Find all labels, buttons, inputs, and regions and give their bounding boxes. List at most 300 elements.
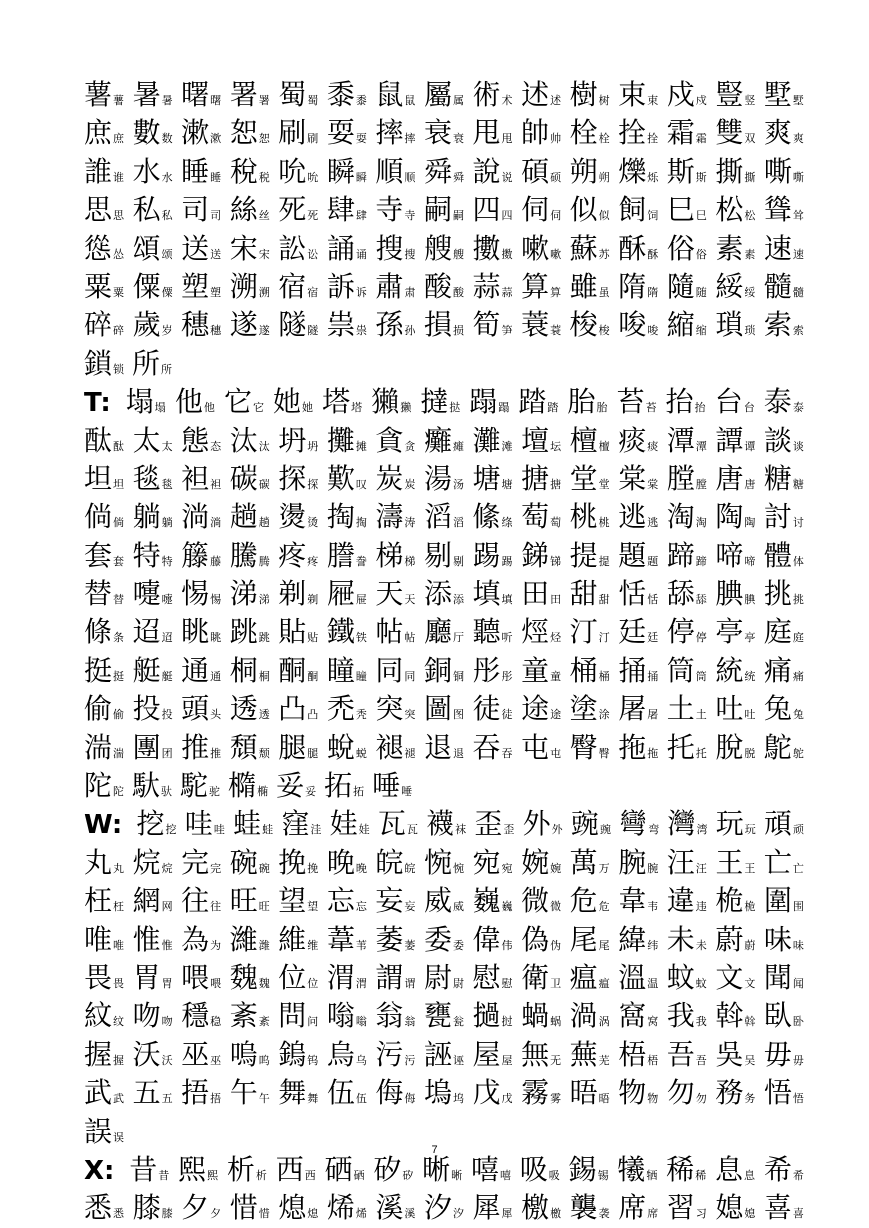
simplified-char: 恕 — [258, 132, 270, 146]
simplified-char: 唐 — [744, 477, 756, 491]
traditional-char: 禿 — [326, 692, 355, 726]
traditional-char: 忘 — [326, 884, 355, 918]
simplified-char: 滩 — [501, 439, 513, 453]
char-pair — [617, 383, 657, 421]
traditional-char: 檄 — [521, 1191, 550, 1225]
simplified-char: 乌 — [355, 1053, 367, 1067]
simplified-char: 稀 — [695, 1168, 707, 1182]
simplified-char: 瓦 — [406, 823, 418, 837]
traditional-char: 提 — [569, 538, 598, 572]
char-pair — [424, 690, 464, 728]
char-pair — [181, 306, 221, 344]
traditional-char: 毋 — [763, 1037, 792, 1071]
simplified-char: 围 — [792, 900, 804, 914]
char-pair — [570, 882, 610, 920]
char-pair — [133, 498, 173, 536]
simplified-char: 晤 — [598, 1092, 610, 1106]
traditional-char: 統 — [715, 653, 744, 687]
simplified-char: 蚊 — [695, 976, 707, 990]
char-pair — [424, 537, 464, 575]
char-pair — [278, 652, 318, 690]
simplified-char: 网 — [161, 900, 173, 914]
traditional-char: 昔 — [129, 1152, 158, 1186]
traditional-char: 撕 — [715, 154, 744, 188]
traditional-char: 潭 — [666, 423, 695, 457]
traditional-char: 惜 — [229, 1191, 258, 1225]
simplified-char: 肆 — [355, 209, 367, 223]
simplified-char: 舞 — [307, 1092, 319, 1106]
char-pair — [520, 1151, 560, 1189]
simplified-char: 析 — [255, 1168, 267, 1182]
char-pair — [230, 997, 270, 1035]
traditional-char: 銻 — [521, 538, 550, 572]
char-pair — [473, 76, 513, 114]
simplified-char: 雾 — [550, 1092, 562, 1106]
simplified-char: 谈 — [792, 439, 804, 453]
traditional-char: 貪 — [375, 423, 404, 457]
simplified-char: 戍 — [695, 94, 707, 107]
char-pair — [278, 114, 318, 152]
simplified-char: 维 — [307, 938, 319, 952]
simplified-char: 汀 — [598, 631, 610, 645]
simplified-char: 绥 — [744, 285, 756, 299]
traditional-char: 陀 — [84, 769, 113, 803]
simplified-char: 蓑 — [550, 324, 562, 338]
simplified-char: 牺 — [646, 1168, 658, 1182]
char-pair — [764, 1189, 804, 1227]
simplified-char: 甜 — [598, 593, 610, 607]
traditional-char: 銅 — [423, 653, 452, 687]
simplified-char: 危 — [598, 900, 610, 914]
traditional-char: 私 — [132, 193, 161, 227]
char-pair — [715, 997, 755, 1035]
traditional-char: 台 — [714, 385, 743, 419]
char-pair — [276, 1151, 316, 1189]
traditional-char: 緯 — [618, 922, 647, 956]
char-pair — [764, 997, 804, 1035]
simplified-char: 似 — [598, 209, 610, 223]
char-pair — [424, 306, 464, 344]
char-pair — [424, 921, 464, 959]
char-pair — [715, 729, 755, 767]
simplified-char: 万 — [598, 861, 610, 875]
simplified-char: 鼠 — [404, 94, 416, 107]
traditional-char: 塗 — [569, 692, 598, 726]
traditional-char: 渦 — [569, 999, 598, 1033]
char-pair — [278, 422, 318, 460]
simplified-char: 帖 — [404, 631, 416, 645]
simplified-char: 送 — [210, 247, 222, 261]
simplified-char: 锡 — [597, 1168, 609, 1182]
traditional-char: 誣 — [423, 1037, 452, 1071]
simplified-char: 屠 — [647, 708, 659, 722]
char-pair — [133, 268, 173, 306]
traditional-char: 炭 — [375, 461, 404, 495]
simplified-char: 未 — [695, 938, 707, 952]
simplified-char: 息 — [744, 1168, 756, 1182]
simplified-char: 岁 — [161, 324, 173, 338]
simplified-char: 薯 — [113, 94, 125, 107]
char-pair — [422, 1151, 462, 1189]
simplified-char: 遂 — [258, 324, 270, 338]
char-pair — [181, 422, 221, 460]
char-pair — [181, 575, 221, 613]
simplified-char: 伺 — [550, 209, 562, 223]
simplified-char: 巫 — [210, 1053, 222, 1067]
char-pair — [473, 537, 513, 575]
traditional-char: 鐵 — [326, 615, 355, 649]
traditional-char: 托 — [666, 730, 695, 764]
char-pair — [618, 498, 658, 536]
simplified-char: 椭 — [257, 785, 269, 799]
traditional-char: 攤 — [326, 423, 355, 457]
simplified-char: 体 — [792, 554, 804, 568]
simplified-char: 头 — [210, 708, 222, 722]
char-pair — [715, 1151, 755, 1189]
traditional-char: 凸 — [278, 692, 307, 726]
traditional-char: 挖 — [136, 807, 165, 841]
simplified-char: 腕 — [647, 861, 659, 875]
traditional-char: 天 — [375, 577, 404, 611]
traditional-char: 聞 — [763, 960, 792, 994]
char-pair — [618, 690, 658, 728]
simplified-char: 束 — [647, 94, 659, 107]
traditional-char: 析 — [226, 1152, 255, 1186]
char-pair — [521, 690, 561, 728]
traditional-char: 吻 — [132, 999, 161, 1033]
char-pair — [181, 114, 221, 152]
traditional-char: 條 — [84, 615, 113, 649]
character-line — [84, 959, 804, 997]
traditional-char: 惋 — [423, 845, 452, 879]
char-pair — [764, 882, 804, 920]
traditional-char: 訟 — [278, 231, 307, 265]
char-pair — [327, 844, 367, 882]
traditional-char: 途 — [521, 692, 550, 726]
char-pair — [473, 1189, 513, 1227]
char-pair — [375, 537, 415, 575]
simplified-char: 塑 — [210, 285, 222, 299]
traditional-char: 隧 — [278, 308, 307, 342]
traditional-char: 題 — [618, 538, 647, 572]
char-pair — [327, 729, 367, 767]
simplified-char: 逃 — [647, 516, 659, 530]
char-pair — [473, 306, 513, 344]
traditional-char: 酞 — [84, 423, 113, 457]
simplified-char: 肃 — [404, 285, 416, 299]
simplified-char: 挝 — [501, 1015, 513, 1029]
char-pair — [764, 498, 804, 536]
simplified-char: 粟 — [113, 285, 125, 299]
simplified-char: 眺 — [210, 631, 222, 645]
simplified-char: 桐 — [258, 669, 270, 683]
traditional-char: 脫 — [715, 730, 744, 764]
simplified-char: 晚 — [355, 861, 367, 875]
simplified-char: 畏 — [113, 976, 125, 990]
traditional-char: 說 — [472, 154, 501, 188]
traditional-char: 躺 — [132, 500, 161, 534]
char-pair — [375, 306, 415, 344]
simplified-char: 铁 — [355, 631, 367, 645]
char-pair — [473, 882, 513, 920]
traditional-char: 溯 — [229, 269, 258, 303]
char-pair — [181, 729, 221, 767]
traditional-char: 屠 — [618, 692, 647, 726]
char-pair — [278, 230, 318, 268]
char-pair — [375, 575, 415, 613]
simplified-char: 檄 — [550, 1207, 562, 1221]
traditional-char: 痰 — [618, 423, 647, 457]
char-pair — [667, 729, 707, 767]
character-line — [84, 652, 804, 690]
simplified-char: 庭 — [792, 631, 804, 645]
simplified-char: 威 — [452, 900, 464, 914]
traditional-char: 署 — [229, 78, 258, 111]
traditional-char: 曙 — [181, 78, 210, 111]
simplified-char: 碗 — [258, 861, 270, 875]
traditional-char: 晤 — [569, 1076, 598, 1110]
character-line — [84, 1151, 804, 1189]
simplified-char: 蜗 — [550, 1015, 562, 1029]
char-pair — [521, 882, 561, 920]
char-pair — [230, 460, 270, 498]
simplified-char: 啼 — [744, 554, 756, 568]
char-pair — [667, 613, 707, 651]
simplified-char: 舔 — [695, 593, 707, 607]
char-pair — [324, 767, 364, 805]
char-pair — [521, 114, 561, 152]
char-pair — [570, 729, 610, 767]
char-pair — [618, 1074, 658, 1112]
simplified-char: 稳 — [210, 1015, 222, 1029]
traditional-char: 亡 — [763, 845, 792, 879]
simplified-char: 伪 — [550, 938, 562, 952]
character-line — [84, 345, 804, 383]
simplified-char: 署 — [258, 94, 270, 107]
char-pair — [764, 652, 804, 690]
traditional-char: 誤 — [84, 1114, 113, 1148]
traditional-char: 吸 — [519, 1152, 548, 1186]
simplified-char: 恬 — [647, 593, 659, 607]
traditional-char: 拓 — [324, 769, 353, 803]
char-pair — [375, 1036, 415, 1074]
traditional-char: 戊 — [472, 1076, 501, 1110]
simplified-char: 物 — [647, 1092, 659, 1106]
character-line — [84, 882, 804, 920]
traditional-char: 衛 — [521, 960, 550, 994]
traditional-char: 泰 — [763, 385, 792, 419]
traditional-char: 蘇 — [569, 231, 598, 265]
simplified-char: 涕 — [258, 593, 270, 607]
traditional-char: 委 — [423, 922, 452, 956]
char-pair — [278, 844, 318, 882]
simplified-char: 屋 — [501, 1053, 513, 1067]
simplified-char: 矽 — [402, 1168, 414, 1182]
char-pair — [618, 1036, 658, 1074]
simplified-char: 苔 — [645, 401, 657, 415]
simplified-char: 谭 — [744, 439, 756, 453]
char-pair — [178, 1151, 218, 1189]
simplified-char: 汐 — [452, 1207, 464, 1221]
char-pair — [471, 1151, 511, 1189]
traditional-char: 同 — [375, 653, 404, 687]
char-pair — [373, 1151, 413, 1189]
simplified-char: 弯 — [648, 823, 660, 837]
char-pair — [133, 729, 173, 767]
simplified-char: 婉 — [550, 861, 562, 875]
traditional-char: 貼 — [278, 615, 307, 649]
char-pair — [281, 805, 321, 843]
traditional-char: 涕 — [229, 577, 258, 611]
char-pair — [84, 191, 124, 229]
char-pair — [84, 613, 124, 651]
char-pair — [569, 1151, 609, 1189]
traditional-char: 碗 — [229, 845, 258, 879]
char-pair — [521, 652, 561, 690]
char-pair — [667, 422, 707, 460]
traditional-char: 伍 — [326, 1076, 355, 1110]
simplified-char: 台 — [743, 401, 755, 415]
simplified-char: 苇 — [355, 938, 367, 952]
char-pair — [667, 460, 707, 498]
simplified-char: 水 — [161, 170, 173, 184]
simplified-char: 算 — [550, 285, 562, 299]
simplified-char: 怂 — [113, 247, 125, 261]
char-pair — [126, 383, 166, 421]
simplified-char: 所 — [161, 362, 173, 376]
simplified-char: 贪 — [404, 439, 416, 453]
traditional-char: 損 — [423, 308, 452, 342]
simplified-char: 潭 — [695, 439, 707, 453]
simplified-char: 枉 — [113, 900, 125, 914]
char-pair — [667, 1074, 707, 1112]
simplified-char: 臀 — [598, 746, 610, 760]
simplified-char: 锑 — [550, 554, 562, 568]
traditional-char: 舔 — [666, 577, 695, 611]
char-pair — [327, 76, 367, 114]
traditional-char: 犧 — [617, 1152, 646, 1186]
traditional-char: 霧 — [521, 1076, 550, 1110]
traditional-char: 灘 — [472, 423, 501, 457]
char-pair — [132, 767, 172, 805]
char-pair — [278, 76, 318, 114]
simplified-char: 炭 — [404, 477, 416, 491]
simplified-char: 望 — [307, 900, 319, 914]
traditional-char: 屜 — [326, 577, 355, 611]
simplified-char: 态 — [210, 439, 222, 453]
char-pair — [84, 844, 124, 882]
char-pair — [570, 1036, 610, 1074]
simplified-char: 梧 — [647, 1053, 659, 1067]
traditional-char: 送 — [181, 231, 210, 265]
traditional-char: 霜 — [666, 116, 695, 150]
traditional-char: 酥 — [618, 231, 647, 265]
traditional-char: 圖 — [423, 692, 452, 726]
traditional-char: 譚 — [715, 423, 744, 457]
traditional-char: 庭 — [763, 615, 792, 649]
simplified-char: 滔 — [452, 516, 464, 530]
simplified-char: 曙 — [210, 94, 222, 107]
simplified-char: 无 — [550, 1053, 562, 1067]
traditional-char: 瞬 — [326, 154, 355, 188]
traditional-char: 席 — [618, 1191, 647, 1225]
character-line — [84, 805, 804, 843]
simplified-char: 踏 — [547, 401, 559, 415]
traditional-char: 漱 — [181, 116, 210, 150]
char-pair — [84, 345, 124, 383]
char-pair — [618, 921, 658, 959]
char-pair — [181, 690, 221, 728]
traditional-char: 術 — [472, 78, 501, 111]
traditional-char: 悉 — [84, 1191, 113, 1225]
char-pair — [84, 921, 124, 959]
traditional-char: 陶 — [715, 500, 744, 534]
char-pair — [327, 537, 367, 575]
traditional-char: 威 — [423, 884, 452, 918]
traditional-char: 晚 — [326, 845, 355, 879]
traditional-char: 尉 — [423, 960, 452, 994]
simplified-char: 喂 — [210, 976, 222, 990]
traditional-char: 丸 — [84, 845, 113, 879]
simplified-char: 笋 — [501, 324, 513, 338]
traditional-char: 恬 — [618, 577, 647, 611]
char-pair — [372, 767, 412, 805]
traditional-char: 索 — [763, 308, 792, 342]
traditional-char: 玩 — [715, 807, 744, 841]
character-line — [84, 1074, 804, 1112]
simplified-char: 爽 — [792, 132, 804, 146]
char-pair — [230, 690, 270, 728]
traditional-char: 蓑 — [521, 308, 550, 342]
traditional-char: 畏 — [84, 960, 113, 994]
char-pair — [375, 652, 415, 690]
traditional-char: 灣 — [667, 807, 696, 841]
char-pair — [181, 613, 221, 651]
simplified-char: 我 — [695, 1015, 707, 1029]
traditional-char: 添 — [423, 577, 452, 611]
simplified-char: 堂 — [598, 477, 610, 491]
char-pair — [230, 230, 270, 268]
simplified-char: 琐 — [744, 324, 756, 338]
simplified-char: 闻 — [792, 976, 804, 990]
traditional-char: 薯 — [84, 78, 113, 111]
char-pair — [570, 959, 610, 997]
character-line — [84, 921, 804, 959]
simplified-char: 唯 — [113, 938, 125, 952]
char-pair — [469, 383, 509, 421]
simplified-char: 随 — [695, 285, 707, 299]
char-pair — [667, 76, 707, 114]
char-pair — [230, 1036, 270, 1074]
simplified-char: 瘟 — [598, 976, 610, 990]
traditional-char: 填 — [472, 577, 501, 611]
traditional-char: 述 — [521, 78, 550, 111]
simplified-char: 吻 — [161, 1015, 173, 1029]
char-pair — [570, 230, 610, 268]
traditional-char: 塢 — [423, 1076, 452, 1110]
traditional-char: 坦 — [84, 461, 113, 495]
char-pair — [570, 114, 610, 152]
traditional-char: 矽 — [373, 1152, 402, 1186]
simplified-char: 哇 — [213, 823, 225, 837]
simplified-char: 潍 — [258, 938, 270, 952]
simplified-char: 踢 — [501, 554, 513, 568]
traditional-char: 騰 — [229, 538, 258, 572]
char-pair — [764, 1074, 804, 1112]
simplified-char: 呜 — [258, 1053, 270, 1067]
traditional-char: 偷 — [84, 692, 113, 726]
traditional-char: 枉 — [84, 884, 113, 918]
